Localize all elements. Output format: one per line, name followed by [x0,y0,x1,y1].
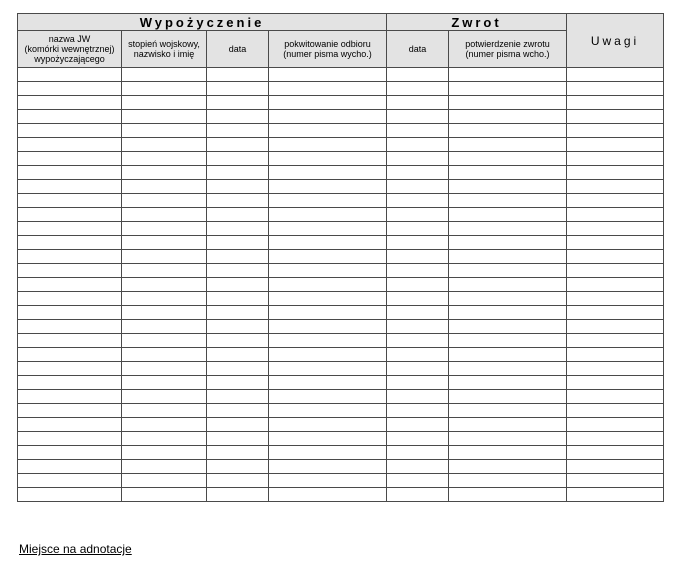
rank-name-cell[interactable] [122,362,207,376]
loan-date-cell[interactable] [207,376,269,390]
unit-name-cell[interactable] [18,264,122,278]
table-row [18,68,664,82]
rank-name-cell[interactable] [122,320,207,334]
table-row [18,250,664,264]
receipt-ack-cell[interactable] [269,446,387,460]
rank-name-cell[interactable] [122,82,207,96]
return-date-cell[interactable] [387,488,449,502]
remarks-cell[interactable] [567,250,664,264]
rank-name-cell[interactable] [122,418,207,432]
receipt-ack-cell[interactable] [269,110,387,124]
return-confirm-cell[interactable] [449,264,567,278]
return-confirm-cell[interactable] [449,236,567,250]
return-date-cell[interactable] [387,432,449,446]
rank-name-header: stopień wojskowy, nazwisko i imię [122,31,207,68]
receipt-ack-cell[interactable] [269,278,387,292]
return-date-cell[interactable] [387,138,449,152]
return-date-cell[interactable] [387,390,449,404]
remarks-cell[interactable] [567,362,664,376]
receipt-ack-cell[interactable] [269,96,387,110]
remarks-cell[interactable] [567,68,664,82]
return-confirm-cell[interactable] [449,222,567,236]
return-date-cell[interactable] [387,418,449,432]
return-date-cell[interactable] [387,348,449,362]
receipt-ack-cell[interactable] [269,264,387,278]
loan-date-cell[interactable] [207,152,269,166]
return-confirm-cell[interactable] [449,320,567,334]
register-body [18,68,664,502]
unit-name-cell[interactable] [18,418,122,432]
loan-date-cell[interactable] [207,306,269,320]
unit-name-cell[interactable] [18,82,122,96]
loan-date-cell[interactable] [207,404,269,418]
loan-date-cell[interactable] [207,110,269,124]
remarks-cell[interactable] [567,320,664,334]
rank-name-cell[interactable] [122,208,207,222]
loan-date-header: data [207,31,269,68]
loan-date-cell[interactable] [207,446,269,460]
return-date-cell[interactable] [387,474,449,488]
return-confirm-cell[interactable] [449,488,567,502]
return-group-header: Zwrot [387,14,567,31]
rank-name-cell[interactable] [122,264,207,278]
rank-name-cell[interactable] [122,278,207,292]
unit-name-cell[interactable] [18,208,122,222]
return-date-cell[interactable] [387,460,449,474]
table-row [18,96,664,110]
receipt-ack-cell[interactable] [269,306,387,320]
unit-name-cell[interactable] [18,180,122,194]
unit-name-cell[interactable] [18,446,122,460]
remarks-cell[interactable] [567,460,664,474]
remarks-cell[interactable] [567,110,664,124]
return-confirm-cell[interactable] [449,96,567,110]
remarks-cell[interactable] [567,292,664,306]
rank-name-cell[interactable] [122,376,207,390]
return-confirm-cell[interactable] [449,376,567,390]
unit-name-cell[interactable] [18,194,122,208]
return-confirm-cell[interactable] [449,418,567,432]
remarks-cell[interactable] [567,432,664,446]
loan-date-cell[interactable] [207,166,269,180]
table-row [18,418,664,432]
return-confirm-cell[interactable] [449,348,567,362]
unit-name-cell[interactable] [18,488,122,502]
return-date-cell[interactable] [387,124,449,138]
rank-name-cell[interactable] [122,138,207,152]
return-date-header: data [387,31,449,68]
return-date-cell[interactable] [387,68,449,82]
receipt-ack-cell[interactable] [269,152,387,166]
return-confirm-cell[interactable] [449,334,567,348]
return-confirm-cell[interactable] [449,306,567,320]
table-row [18,460,664,474]
unit-name-cell[interactable] [18,334,122,348]
table-row [18,432,664,446]
rank-name-cell[interactable] [122,222,207,236]
remarks-header: Uwagi [567,14,664,68]
loan-date-cell[interactable] [207,208,269,222]
receipt-ack-cell[interactable] [269,68,387,82]
loan-date-cell[interactable] [207,362,269,376]
table-row [18,82,664,96]
unit-name-cell[interactable] [18,152,122,166]
table-row [18,376,664,390]
remarks-cell[interactable] [567,194,664,208]
rank-name-cell[interactable] [122,194,207,208]
receipt-ack-cell[interactable] [269,208,387,222]
receipt-ack-cell[interactable] [269,166,387,180]
receipt-ack-cell[interactable] [269,488,387,502]
return-date-cell[interactable] [387,194,449,208]
rank-name-cell[interactable] [122,166,207,180]
return-confirm-cell[interactable] [449,208,567,222]
receipt-ack-cell[interactable] [269,376,387,390]
unit-name-cell[interactable] [18,236,122,250]
remarks-cell[interactable] [567,488,664,502]
return-confirm-cell[interactable] [449,404,567,418]
rank-name-cell[interactable] [122,306,207,320]
remarks-cell[interactable] [567,348,664,362]
unit-name-cell[interactable] [18,474,122,488]
loan-date-cell[interactable] [207,264,269,278]
unit-name-cell[interactable] [18,278,122,292]
receipt-ack-cell[interactable] [269,348,387,362]
return-confirm-cell[interactable] [449,194,567,208]
table-row [18,278,664,292]
return-date-cell[interactable] [387,446,449,460]
remarks-cell[interactable] [567,236,664,250]
unit-name-cell[interactable] [18,460,122,474]
loan-date-cell[interactable] [207,292,269,306]
table-row [18,390,664,404]
loan-date-cell[interactable] [207,222,269,236]
return-date-cell[interactable] [387,152,449,166]
return-date-cell[interactable] [387,236,449,250]
loan-date-cell[interactable] [207,418,269,432]
rank-name-cell[interactable] [122,96,207,110]
remarks-cell[interactable] [567,306,664,320]
receipt-ack-cell[interactable] [269,418,387,432]
return-confirm-cell[interactable] [449,292,567,306]
unit-name-cell[interactable] [18,306,122,320]
unit-name-cell[interactable] [18,96,122,110]
loan-date-cell[interactable] [207,96,269,110]
rank-name-cell[interactable] [122,236,207,250]
rank-name-cell[interactable] [122,110,207,124]
receipt-ack-cell[interactable] [269,460,387,474]
receipt-ack-cell[interactable] [269,194,387,208]
rank-name-cell[interactable] [122,460,207,474]
return-confirm-cell[interactable] [449,82,567,96]
loan-group-header: Wypożyczenie [18,14,387,31]
return-confirm-cell[interactable] [449,124,567,138]
rank-name-cell[interactable] [122,180,207,194]
table-row [18,306,664,320]
return-confirm-cell[interactable] [449,362,567,376]
remarks-cell[interactable] [567,446,664,460]
table-row [18,320,664,334]
return-confirm-cell[interactable] [449,138,567,152]
remarks-cell[interactable] [567,418,664,432]
return-date-cell[interactable] [387,292,449,306]
return-date-cell[interactable] [387,110,449,124]
table-row [18,446,664,460]
return-confirm-cell[interactable] [449,152,567,166]
remarks-cell[interactable] [567,166,664,180]
rank-name-cell[interactable] [122,124,207,138]
receipt-ack-cell[interactable] [269,404,387,418]
unit-name-cell[interactable] [18,110,122,124]
unit-name-cell[interactable] [18,432,122,446]
table-row [18,474,664,488]
return-confirm-header: potwierdzenie zwrotu (numer pisma wcho.) [449,31,567,68]
remarks-cell[interactable] [567,222,664,236]
rank-name-cell[interactable] [122,348,207,362]
rank-name-cell[interactable] [122,432,207,446]
unit-name-cell[interactable] [18,166,122,180]
loan-date-cell[interactable] [207,194,269,208]
table-row [18,208,664,222]
loan-date-cell[interactable] [207,474,269,488]
table-row [18,292,664,306]
loan-date-cell[interactable] [207,348,269,362]
rank-name-cell[interactable] [122,250,207,264]
remarks-cell[interactable] [567,124,664,138]
rank-name-cell[interactable] [122,334,207,348]
return-confirm-cell[interactable] [449,390,567,404]
remarks-cell[interactable] [567,474,664,488]
return-confirm-cell[interactable] [449,166,567,180]
receipt-ack-cell[interactable] [269,474,387,488]
return-date-cell[interactable] [387,320,449,334]
remarks-cell[interactable] [567,180,664,194]
return-confirm-cell[interactable] [449,460,567,474]
loan-date-cell[interactable] [207,460,269,474]
return-confirm-cell[interactable] [449,68,567,82]
receipt-ack-cell[interactable] [269,180,387,194]
receipt-ack-cell[interactable] [269,250,387,264]
return-date-cell[interactable] [387,96,449,110]
register-sheet [17,13,663,502]
return-date-cell[interactable] [387,404,449,418]
return-date-cell[interactable] [387,278,449,292]
receipt-ack-cell[interactable] [269,138,387,152]
loan-date-cell[interactable] [207,250,269,264]
loan-date-cell[interactable] [207,390,269,404]
return-date-cell[interactable] [387,250,449,264]
return-confirm-cell[interactable] [449,180,567,194]
table-row [18,166,664,180]
table-row [18,152,664,166]
remarks-cell[interactable] [567,152,664,166]
rank-name-cell[interactable] [122,68,207,82]
return-date-cell[interactable] [387,362,449,376]
unit-name-cell[interactable] [18,376,122,390]
rank-name-cell[interactable] [122,390,207,404]
group-header-row [18,14,664,31]
loan-register-table [17,13,664,502]
remarks-cell[interactable] [567,264,664,278]
table-row [18,488,664,502]
unit-name-cell[interactable] [18,320,122,334]
return-confirm-cell[interactable] [449,432,567,446]
loan-date-cell[interactable] [207,68,269,82]
loan-date-cell[interactable] [207,180,269,194]
table-row [18,334,664,348]
remarks-cell[interactable] [567,390,664,404]
receipt-ack-cell[interactable] [269,334,387,348]
unit-name-cell[interactable] [18,390,122,404]
rank-name-cell[interactable] [122,446,207,460]
unit-name-cell[interactable] [18,292,122,306]
remarks-cell[interactable] [567,138,664,152]
table-row [18,236,664,250]
return-date-cell[interactable] [387,166,449,180]
loan-date-cell[interactable] [207,432,269,446]
loan-date-cell[interactable] [207,488,269,502]
loan-date-cell[interactable] [207,320,269,334]
receipt-ack-cell[interactable] [269,236,387,250]
loan-date-cell[interactable] [207,138,269,152]
remarks-cell[interactable] [567,334,664,348]
receipt-ack-cell[interactable] [269,222,387,236]
remarks-cell[interactable] [567,82,664,96]
receipt-ack-cell[interactable] [269,362,387,376]
table-row [18,348,664,362]
annotation-link[interactable]: Miejsce na adnotacje [19,542,132,556]
unit-name-cell[interactable] [18,68,122,82]
table-row [18,124,664,138]
loan-date-cell[interactable] [207,334,269,348]
unit-name-cell[interactable] [18,362,122,376]
unit-name-cell[interactable] [18,222,122,236]
loan-date-cell[interactable] [207,278,269,292]
receipt-ack-cell[interactable] [269,390,387,404]
table-row [18,110,664,124]
receipt-ack-cell[interactable] [269,292,387,306]
return-date-cell[interactable] [387,334,449,348]
receipt-ack-header: pokwitowanie odbioru (numer pisma wycho.) [269,31,387,68]
table-row [18,222,664,236]
rank-name-cell[interactable] [122,404,207,418]
unit-name-cell[interactable] [18,250,122,264]
receipt-ack-cell[interactable] [269,320,387,334]
receipt-ack-cell[interactable] [269,432,387,446]
remarks-cell[interactable] [567,376,664,390]
table-row [18,180,664,194]
remarks-cell[interactable] [567,404,664,418]
remarks-cell[interactable] [567,278,664,292]
return-confirm-cell[interactable] [449,474,567,488]
table-row [18,138,664,152]
return-confirm-cell[interactable] [449,446,567,460]
receipt-ack-cell[interactable] [269,124,387,138]
return-date-cell[interactable] [387,82,449,96]
loan-date-cell[interactable] [207,124,269,138]
rank-name-cell[interactable] [122,292,207,306]
remarks-cell[interactable] [567,208,664,222]
loan-date-cell[interactable] [207,236,269,250]
unit-name-cell[interactable] [18,138,122,152]
return-confirm-cell[interactable] [449,278,567,292]
rank-name-cell[interactable] [122,474,207,488]
return-date-cell[interactable] [387,222,449,236]
return-date-cell[interactable] [387,180,449,194]
return-confirm-cell[interactable] [449,250,567,264]
return-confirm-cell[interactable] [449,110,567,124]
return-date-cell[interactable] [387,306,449,320]
return-date-cell[interactable] [387,208,449,222]
rank-name-cell[interactable] [122,152,207,166]
rank-name-cell[interactable] [122,488,207,502]
unit-name-cell[interactable] [18,404,122,418]
return-date-cell[interactable] [387,264,449,278]
table-row [18,404,664,418]
table-row [18,194,664,208]
unit-name-header: nazwa JW (komórki wewnętrznej) wypożyczającego [18,31,122,68]
loan-date-cell[interactable] [207,82,269,96]
unit-name-cell[interactable] [18,348,122,362]
table-row [18,362,664,376]
unit-name-cell[interactable] [18,124,122,138]
return-date-cell[interactable] [387,376,449,390]
remarks-cell[interactable] [567,96,664,110]
table-row [18,264,664,278]
receipt-ack-cell[interactable] [269,82,387,96]
